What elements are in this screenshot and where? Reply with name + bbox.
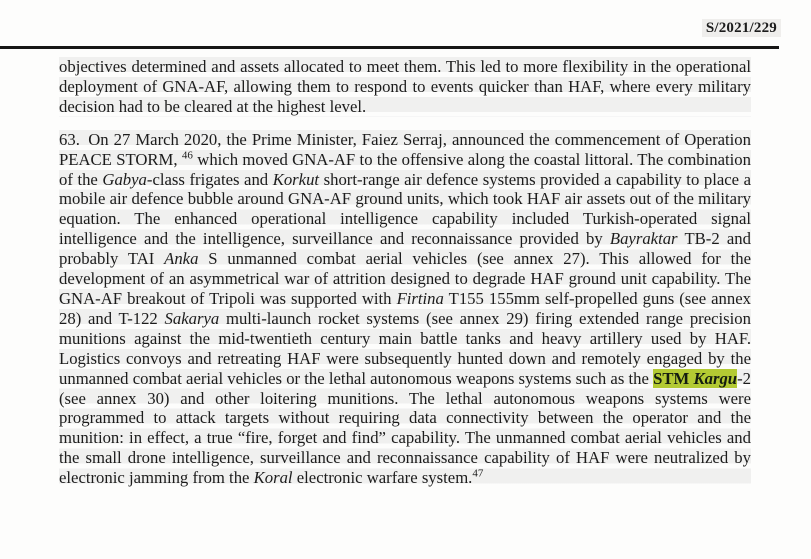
text-run: objectives determined and assets allocated to meet them. This led to more flexibility in the operational deployment of GNA-AF, allowing them to respond to events quicker than HAF, where every military decision had to be cleared at the highest level. [59,57,751,116]
text-run: TB-2 and probably TAI [59,229,751,269]
text-run: -2 (see annex 30) and other loitering munitions. The lethal autonomous weapons systems were programmed to attack targets without requiring data connectivity between the operator and the munition: in effect, a true “fire, forget and find” capability. The unmanned combat aerial vehicles and the small drone intelligence, surveillance and reconnaissance capability of HAF were neutralized by electronic jamming from the [59,368,751,488]
search-highlight: STM [653,368,694,388]
italic-term: Anka [164,249,199,269]
text-run: electronic warfare system. [292,468,473,488]
italic-term: Koral [253,468,293,488]
italic-term: Sakarya [164,308,220,328]
header-rule [0,46,779,49]
paragraph-63 [59,130,751,488]
italic-term: Gabya [102,169,147,189]
italic-term: Bayraktar [609,229,678,249]
footnote-reference: 47 [472,467,484,480]
text-run: short-range air defence systems provided a capability to place a mobile air defence bubble around GNA-AF ground units, which took HAF air assets out of the military equation. The enhanced operational intelligence capability included Turkish-operated signal intelligence and the intelligence, surveillance and reconnaissance provided by [59,169,752,249]
document-body [59,57,751,488]
text-run: -class frigates and [146,169,273,189]
italic-term: Firtina [396,288,444,308]
text-run: T155 155mm self-propelled guns (see annex 28) and T-122 [59,288,751,328]
text-run: which moved GNA-AF to the offensive along the coastal littoral. The combination of the [59,149,751,189]
italic-term: Korkut [272,169,320,189]
text-run: S unmanned combat aerial vehicles (see annex 27). This allowed for the development of an asymmetrical war of attrition designed to degrade HAF ground unit capability. The GNA-AF breakout of Tripoli was supported with [59,249,752,308]
continuation-paragraph [59,57,751,117]
document-reference: S/2021/229 [702,19,781,37]
document-header [702,19,781,37]
text-run: multi-launch rocket systems (see annex 29) firing extended range precision munitions against the mid-twentieth century main battle tanks and heavy artillery used by HAF. Logistics convoys and retreating HAF were subsequently hunted down and remotely engaged by the unmanned combat aerial vehicles or the lethal autonomous weapons systems such as the [59,308,751,388]
search-highlight: Kargu [693,368,738,388]
text-run: 63. On 27 March 2020, the Prime Minister, Faiez Serraj, announced the commencement of Operation PEACE STORM, [59,129,751,169]
footnote-reference: 46 [181,149,193,162]
